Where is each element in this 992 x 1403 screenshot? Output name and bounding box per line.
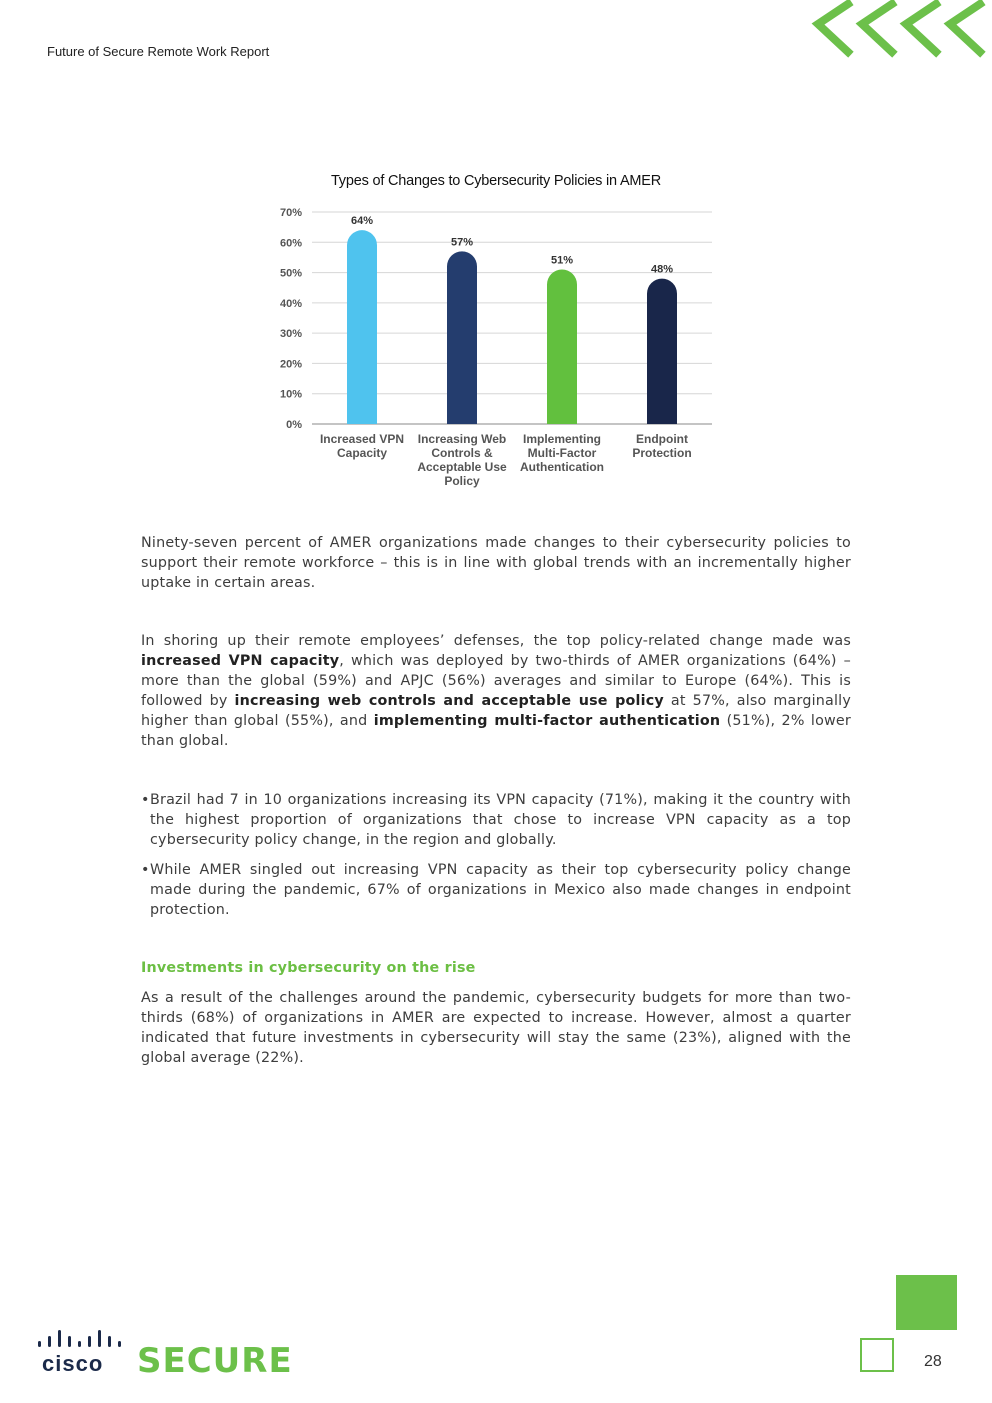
bullet-text: While AMER singled out increasing VPN capacity as their top cybersecurity policy change made during the pandemic, 67% of organizations in Mexico also made changes in endpoint protection. [150, 862, 851, 918]
y-tick-label: 60% [279, 237, 302, 250]
cisco-secure-logo [37, 1326, 297, 1378]
x-tick-label [312, 432, 412, 460]
investment-paragraph: As a result of the challenges around the pandemic, cybersecurity budgets for more than two-thirds (68%) of organizations in AMER are expected to increase. However, almost a quarter indicated that future investments in cybersecurity will stay the same (23%), aligned with the global average (22%). [141, 990, 851, 1066]
x-tick-label-line: Endpoint [636, 432, 688, 446]
vpn-paragraph-bold-2: increasing web controls and acceptable use policy [234, 693, 664, 709]
x-tick-label [612, 432, 712, 460]
data-label: 48% [650, 263, 674, 276]
x-tick-label-line: Increasing Web [417, 432, 507, 446]
vpn-paragraph-text-2: , which was deployed by two-thirds of AMER organizations (64%) – more than the global (59%) and APJC (56%) averages and similar to Europe (64%). This is followed by [141, 653, 851, 709]
x-tick-label-line: Implementing [522, 432, 601, 446]
vpn-paragraph-text-4: (51%), 2% lower than global. [141, 713, 851, 749]
bullet-marker: • [141, 792, 150, 808]
y-tick-label: 70% [279, 207, 302, 219]
y-tick-label: 30% [279, 328, 302, 341]
x-tick-label-line: Multi-Factor [527, 446, 597, 460]
list-item [141, 790, 851, 850]
page-number: 28 [924, 1353, 942, 1370]
vpn-paragraph-bold-3: implementing multi-factor authentication [373, 713, 721, 729]
vpn-paragraph-text-1: In shoring up their remote employees’ defenses, the top policy-related change made was [141, 633, 851, 649]
chart-bar [647, 279, 677, 424]
bullet-text: Brazil had 7 in 10 organizations increasing its VPN capacity (71%), making it the country with the highest proportion of organizations that chose to increase VPN capacity as a top cybersecurity policy change, in the region and globally. [150, 792, 851, 848]
green-chevrons-icon [808, 0, 992, 62]
x-tick-label [512, 432, 612, 474]
decorative-green-square [896, 1275, 957, 1330]
vpn-paragraph-bold-1: increased VPN capacity [141, 653, 340, 669]
x-tick-label-line: Acceptable Use [417, 460, 507, 474]
x-tick-label-line: Policy [444, 474, 480, 488]
x-tick-label-line: Capacity [336, 446, 388, 460]
list-item [141, 860, 851, 920]
report-title: Future of Secure Remote Work Report [47, 44, 270, 59]
data-label: 51% [550, 254, 574, 267]
chart-bar [547, 270, 577, 424]
secure-wordmark: SECURE [137, 1341, 293, 1378]
bar-chart [262, 200, 730, 440]
decorative-outline-square [860, 1338, 894, 1372]
y-tick-label: 50% [279, 267, 302, 280]
x-tick-label-line: Protection [632, 446, 692, 460]
chart-bar [447, 251, 477, 424]
x-tick-label-line: Controls & [431, 446, 493, 460]
data-label: 57% [450, 236, 474, 249]
intro-paragraph: Ninety-seven percent of AMER organizations made changes to their cybersecurity policies to support their remote workforce – this is in line with global trends with an incrementally higher uptake in certain areas. [141, 535, 851, 591]
x-tick-label-line: Authentication [520, 460, 604, 474]
chart-title: Types of Changes to Cybersecurity Policies in AMER [330, 173, 662, 189]
y-tick-label: 20% [279, 358, 302, 371]
x-tick-label-line: Increased VPN [319, 432, 405, 446]
vpn-paragraph [141, 631, 851, 751]
x-tick-label [412, 432, 512, 488]
y-tick-label: 40% [279, 297, 302, 310]
vpn-paragraph-text-3: at 57%, also marginally higher than global (55%), and [141, 693, 852, 729]
cisco-wordmark: cisco [42, 1351, 104, 1376]
section-heading: Investments in cybersecurity on the rise [141, 960, 476, 976]
data-label: 64% [350, 215, 374, 228]
y-tick-label: 0% [286, 419, 302, 431]
bullet-marker: • [141, 862, 150, 878]
chart-bar [347, 230, 377, 424]
cisco-bars-icon [38, 1330, 121, 1347]
y-tick-label: 10% [279, 388, 302, 401]
